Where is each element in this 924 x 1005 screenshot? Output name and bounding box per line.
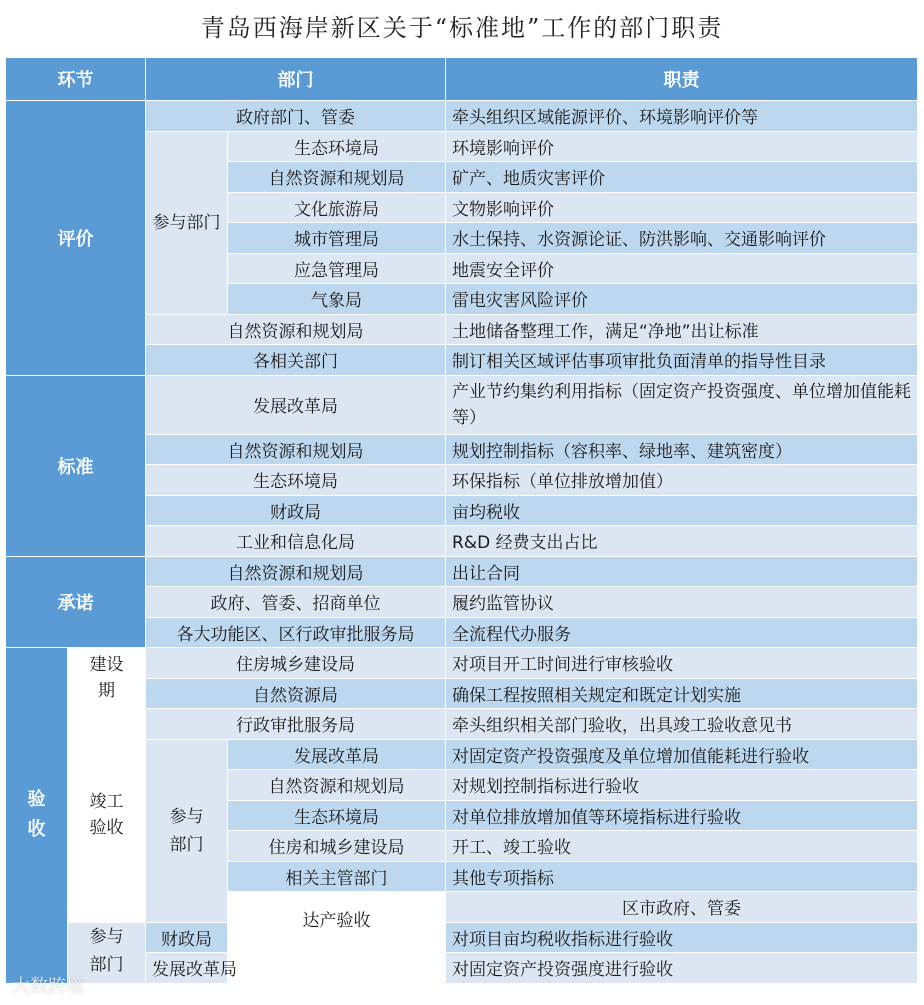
dept-cell: 各相关部门 [146, 345, 446, 376]
duty-cell: 开工、竣工验收 [446, 831, 918, 862]
dept-cell: 工业和信息化局 [146, 526, 446, 557]
dept-cell: 行政审批服务局 [146, 709, 446, 740]
dept-cell: 发展改革局 [146, 953, 228, 984]
group-build-period: 建设期 [68, 648, 146, 709]
duty-cell: 地震安全评价 [446, 253, 918, 284]
dept-cell: 相关主管部门 [228, 861, 446, 892]
duty-cell: 文物影响评价 [446, 192, 918, 223]
dept-cell: 发展改革局 [146, 375, 446, 434]
dept-cell: 自然资源和规划局 [228, 770, 446, 801]
dept-cell: 自然资源和规划局 [146, 556, 446, 587]
header-dept: 部门 [146, 58, 446, 101]
table-row [6, 922, 918, 953]
group-participate: 参与部门 [146, 131, 228, 314]
duty-cell: 对项目开工时间进行审核验收 [446, 648, 918, 679]
page-title: 青岛西海岸新区关于“标准地”工作的部门职责 [200, 14, 724, 42]
duty-cell: 牵头组织区域能源评价、环境影响评价等 [446, 101, 918, 132]
duty-cell: 对规划控制指标进行验收 [446, 770, 918, 801]
dept-cell: 自然资源和规划局 [146, 314, 446, 345]
group-participate: 参与部门 [68, 922, 146, 983]
duty-cell: 对固定资产投资强度及单位增加值能耗进行验收 [446, 739, 918, 770]
dept-cell: 气象局 [228, 284, 446, 315]
duty-cell: 对单位排放增加值等环境指标进行验收 [446, 800, 918, 831]
table-row [6, 648, 918, 679]
duty-cell: 环保指标（单位排放增加值） [446, 465, 918, 496]
duty-cell: 对固定资产投资强度进行验收 [446, 953, 918, 984]
duty-cell: 土地储备整理工作，满足“净地”出让标准 [446, 314, 918, 345]
group-participate: 参与部门 [146, 739, 228, 922]
duty-cell: 履约监管协议 [446, 587, 918, 618]
duty-cell: 出让合同 [446, 556, 918, 587]
duty-cell: R&D 经费支出占比 [446, 526, 918, 557]
dept-cell: 应急管理局 [228, 253, 446, 284]
duty-cell: 雷电灾害风险评价 [446, 284, 918, 315]
group-reach: 达产验收 [228, 892, 446, 984]
duty-cell: 亩均税收 [446, 495, 918, 526]
dept-cell: 生态环境局 [228, 800, 446, 831]
group-complete: 竣工验收 [68, 709, 146, 923]
section-eval: 评价 [6, 101, 146, 376]
duty-cell: 矿产、地质灾害评价 [446, 162, 918, 193]
dept-cell: 各大功能区、区行政审批服务局 [146, 617, 446, 648]
table-row [6, 709, 918, 740]
section-commit: 承诺 [6, 556, 146, 648]
dept-cell: 文化旅游局 [228, 192, 446, 223]
dept-cell: 自然资源和规划局 [146, 434, 446, 465]
header-row [6, 58, 918, 101]
dept-cell: 政府、管委、招商单位 [146, 587, 446, 618]
dept-cell: 自然资源和规划局 [228, 162, 446, 193]
dept-cell: 住房和城乡建设局 [228, 831, 446, 862]
dept-cell: 生态环境局 [228, 131, 446, 162]
duty-cell: 牵头组织相关部门验收，出具竣工验收意见书 [446, 709, 918, 740]
duty-cell: 水土保持、水资源论证、防洪影响、交通影响评价 [446, 223, 918, 254]
dept-cell: 财政局 [146, 495, 446, 526]
dept-cell: 住房城乡建设局 [146, 648, 446, 679]
duty-cell: 规划控制指标（容积率、绿地率、建筑密度） [446, 434, 918, 465]
dept-cell: 财政局 [146, 922, 228, 953]
duty-cell: 确保工程按照相关规定和既定计划实施 [446, 678, 918, 709]
header-stage: 环节 [6, 58, 146, 101]
table-row [6, 101, 918, 132]
dept-cell: 区市政府、管委 [446, 892, 918, 923]
duty-cell: 全流程代办服务 [446, 617, 918, 648]
table-row [6, 375, 918, 434]
section-standard: 标准 [6, 375, 146, 556]
dept-cell: 生态环境局 [146, 465, 446, 496]
dept-cell: 政府部门、管委 [146, 101, 446, 132]
responsibility-table [5, 57, 918, 984]
dept-cell: 城市管理局 [228, 223, 446, 254]
dept-cell: 发展改革局 [228, 739, 446, 770]
dept-cell: 自然资源局 [146, 678, 446, 709]
header-duty: 职责 [446, 58, 918, 101]
duty-cell: 制订相关区域评估事项审批负面清单的指导性目录 [446, 345, 918, 376]
duty-cell: 产业节约集约利用指标（固定资产投资强度、单位增加值能耗等） [446, 375, 918, 434]
table-row [6, 556, 918, 587]
watermark: 大数跨境 [12, 976, 84, 997]
duty-cell: 其他专项指标 [446, 861, 918, 892]
section-accept: 验收 [6, 648, 68, 984]
duty-cell: 对项目亩均税收指标进行验收 [446, 922, 918, 953]
duty-cell: 环境影响评价 [446, 131, 918, 162]
